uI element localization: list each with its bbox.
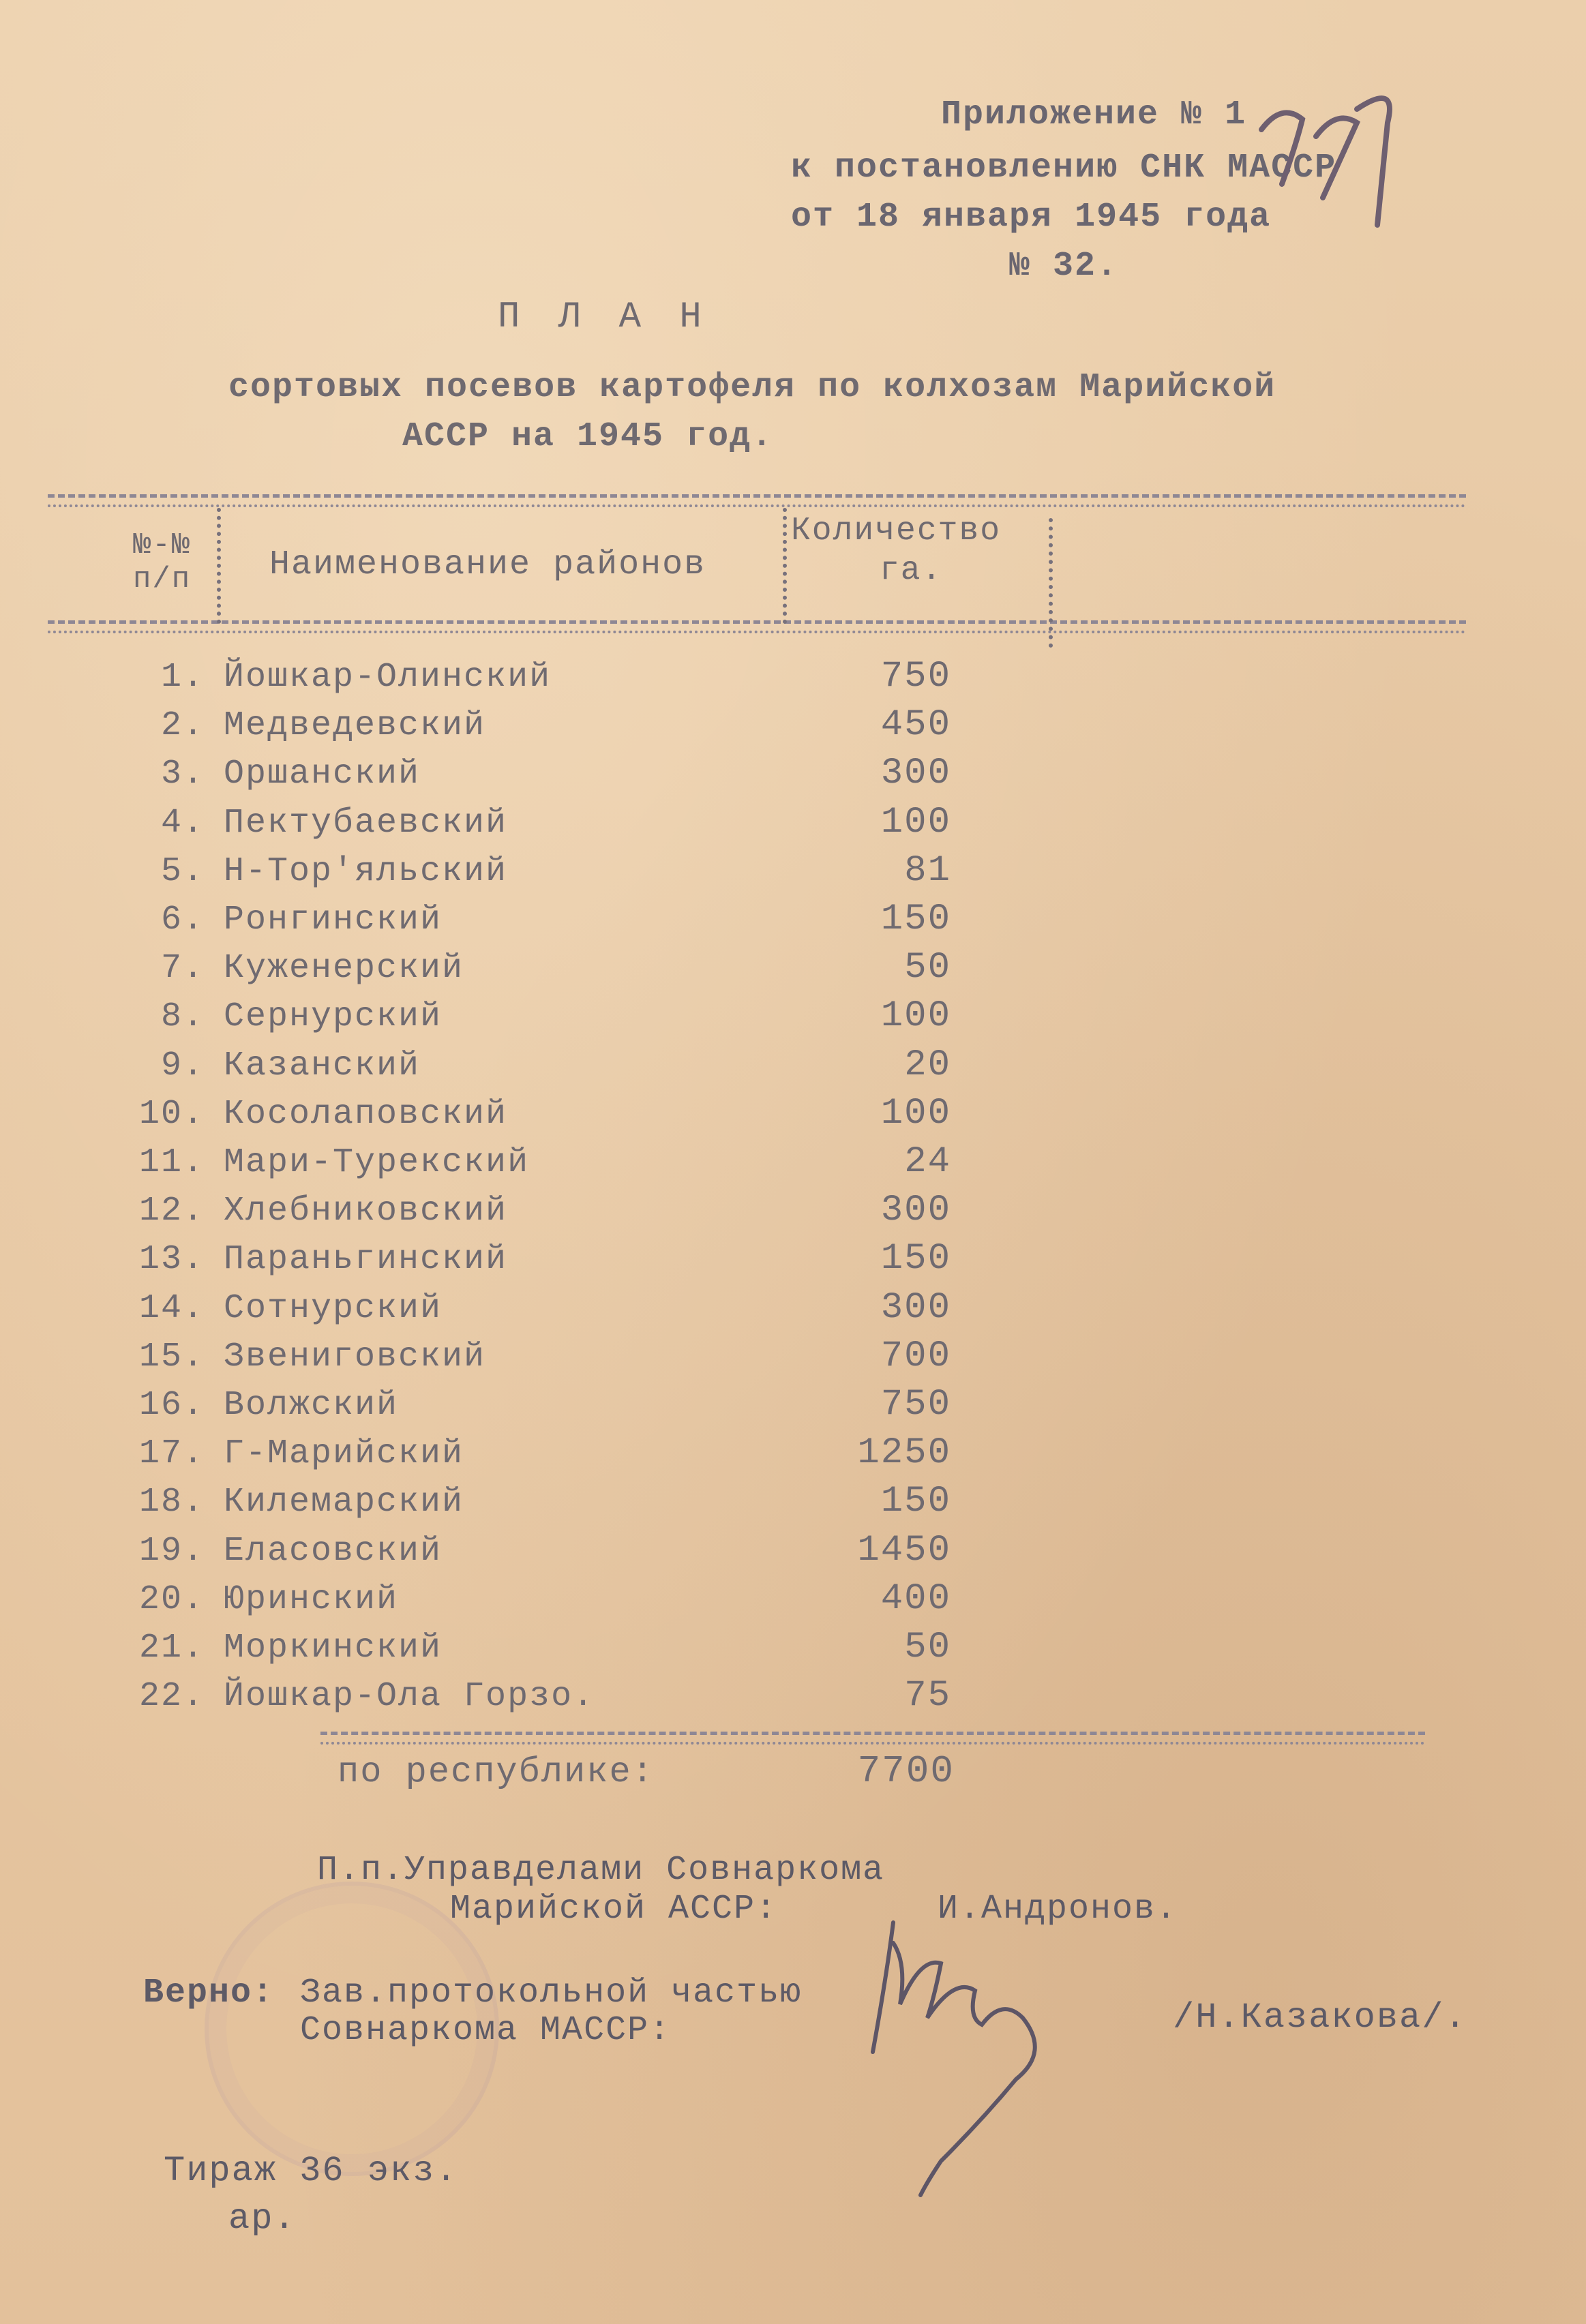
row-number: 10.: [138, 1095, 205, 1134]
row-number: 8.: [160, 997, 205, 1036]
row-number: 20.: [138, 1580, 205, 1619]
row-district: Н-Тор'яльский: [224, 852, 508, 891]
row-quantity: 1450: [857, 1530, 951, 1571]
row-district: Куженерский: [224, 949, 464, 988]
handwritten-signature: [846, 1916, 1105, 2202]
row-number: 4.: [160, 804, 205, 843]
row-district: Пектубаевский: [224, 804, 508, 843]
row-quantity: 700: [880, 1335, 951, 1377]
row-quantity: 50: [904, 1627, 951, 1668]
row-district: Оршанский: [224, 755, 421, 794]
row-number: 15.: [138, 1338, 205, 1376]
row-quantity: 100: [880, 802, 951, 843]
table-rule-header-bottom: [48, 620, 1466, 624]
verno-label: Верно:: [143, 1974, 275, 2012]
row-district: Моркинский: [224, 1629, 443, 1667]
row-number: 16.: [138, 1386, 205, 1425]
row-quantity: 100: [880, 1093, 951, 1134]
row-number: 1.: [160, 658, 205, 697]
signature-office-line-1: П.п.Управделами Совнаркома: [317, 1851, 885, 1890]
signature-protocol-line-2: Совнаркома МАССР:: [300, 2011, 672, 2050]
row-district: Йошкар-Ола Горзо.: [224, 1677, 595, 1716]
row-quantity: 50: [904, 947, 951, 989]
row-district: Сернурский: [224, 997, 443, 1036]
column-separator-2: [783, 508, 787, 624]
document-title: П Л А Н: [498, 297, 710, 338]
row-district: Параньгинский: [224, 1240, 508, 1279]
table-rule-top-2: [48, 504, 1466, 507]
header-line-number: № 32.: [1009, 247, 1119, 286]
row-number: 12.: [138, 1192, 205, 1231]
row-district: Хлебниковский: [224, 1192, 508, 1231]
signer-1-name: И.Андронов.: [938, 1890, 1178, 1929]
col-header-number-1: №-№: [133, 528, 192, 562]
row-district: Сотнурский: [224, 1289, 443, 1328]
row-district: Волжский: [224, 1386, 399, 1425]
row-number: 17.: [138, 1434, 205, 1473]
title-line-2: АССР на 1945 год.: [402, 417, 774, 456]
header-line-date: от 18 января 1945 года: [791, 198, 1272, 237]
row-district: Медведевский: [224, 706, 486, 745]
row-quantity: 100: [880, 995, 951, 1037]
row-number: 5.: [160, 852, 205, 891]
row-district: Еласовский: [224, 1532, 443, 1571]
row-quantity: 24: [904, 1141, 951, 1183]
signature-protocol-line-1: Зав.протокольной частью: [300, 1974, 803, 2012]
total-value: 7700: [857, 1749, 955, 1793]
row-district: Г-Марийский: [224, 1434, 464, 1473]
row-district: Мари-Турекский: [224, 1143, 530, 1182]
row-number: 13.: [138, 1240, 205, 1279]
row-number: 6.: [160, 901, 205, 939]
row-district: Косолаповский: [224, 1095, 508, 1134]
row-quantity: 150: [880, 1238, 951, 1280]
row-district: Килемарский: [224, 1483, 464, 1522]
row-number: 11.: [138, 1143, 205, 1182]
row-quantity: 75: [904, 1675, 951, 1717]
row-quantity: 150: [880, 899, 951, 940]
row-district: Юринский: [224, 1580, 399, 1619]
col-header-quantity-2: га.: [880, 552, 943, 589]
total-rule: [320, 1732, 1425, 1735]
signer-2-name: /Н.Казакова/.: [1173, 1997, 1467, 2038]
row-quantity: 81: [904, 850, 951, 892]
total-label: по республике:: [338, 1752, 655, 1792]
typist-initials: ар.: [228, 2199, 297, 2239]
table-rule-top: [48, 494, 1466, 498]
signature-office-line-2: Марийской АССР:: [450, 1890, 778, 1929]
header-line-appendix: Приложение № 1: [941, 95, 1247, 134]
table-rule-header-bottom-2: [48, 631, 1466, 633]
row-number: 7.: [160, 949, 205, 988]
row-district: Казанский: [224, 1046, 421, 1085]
row-number: 9.: [160, 1046, 205, 1085]
row-quantity: 1250: [857, 1432, 951, 1474]
row-district: Ронгинский: [224, 901, 443, 939]
row-quantity: 400: [880, 1578, 951, 1620]
row-quantity: 300: [880, 1287, 951, 1329]
row-quantity: 20: [904, 1044, 951, 1086]
column-separator-1: [217, 508, 221, 624]
total-rule-2: [320, 1742, 1425, 1745]
row-district: Звениговский: [224, 1338, 486, 1376]
col-header-number-2: п/п: [133, 562, 192, 597]
column-separator-3: [1049, 518, 1053, 648]
col-header-district: Наименование районов: [269, 545, 706, 584]
row-quantity: 150: [880, 1481, 951, 1522]
row-district: Йошкар-Олинский: [224, 658, 552, 697]
row-quantity: 300: [880, 1190, 951, 1231]
row-number: 2.: [160, 706, 205, 745]
row-number: 19.: [138, 1532, 205, 1571]
handwritten-mark: [1255, 82, 1411, 232]
row-number: 18.: [138, 1483, 205, 1522]
row-number: 21.: [138, 1629, 205, 1667]
title-line-1: сортовых посевов картофеля по колхозам Марийской: [228, 368, 1276, 407]
row-quantity: 750: [880, 656, 951, 697]
row-quantity: 300: [880, 753, 951, 794]
col-header-quantity-1: Количество: [791, 513, 1002, 549]
row-number: 14.: [138, 1289, 205, 1328]
row-number: 22.: [138, 1677, 205, 1716]
header-line-resolution: к постановлению СНК МАССР: [791, 149, 1337, 187]
row-quantity: 750: [880, 1384, 951, 1425]
row-quantity: 450: [880, 704, 951, 746]
row-number: 3.: [160, 755, 205, 794]
print-run: Тираж 36 экз.: [164, 2151, 458, 2191]
